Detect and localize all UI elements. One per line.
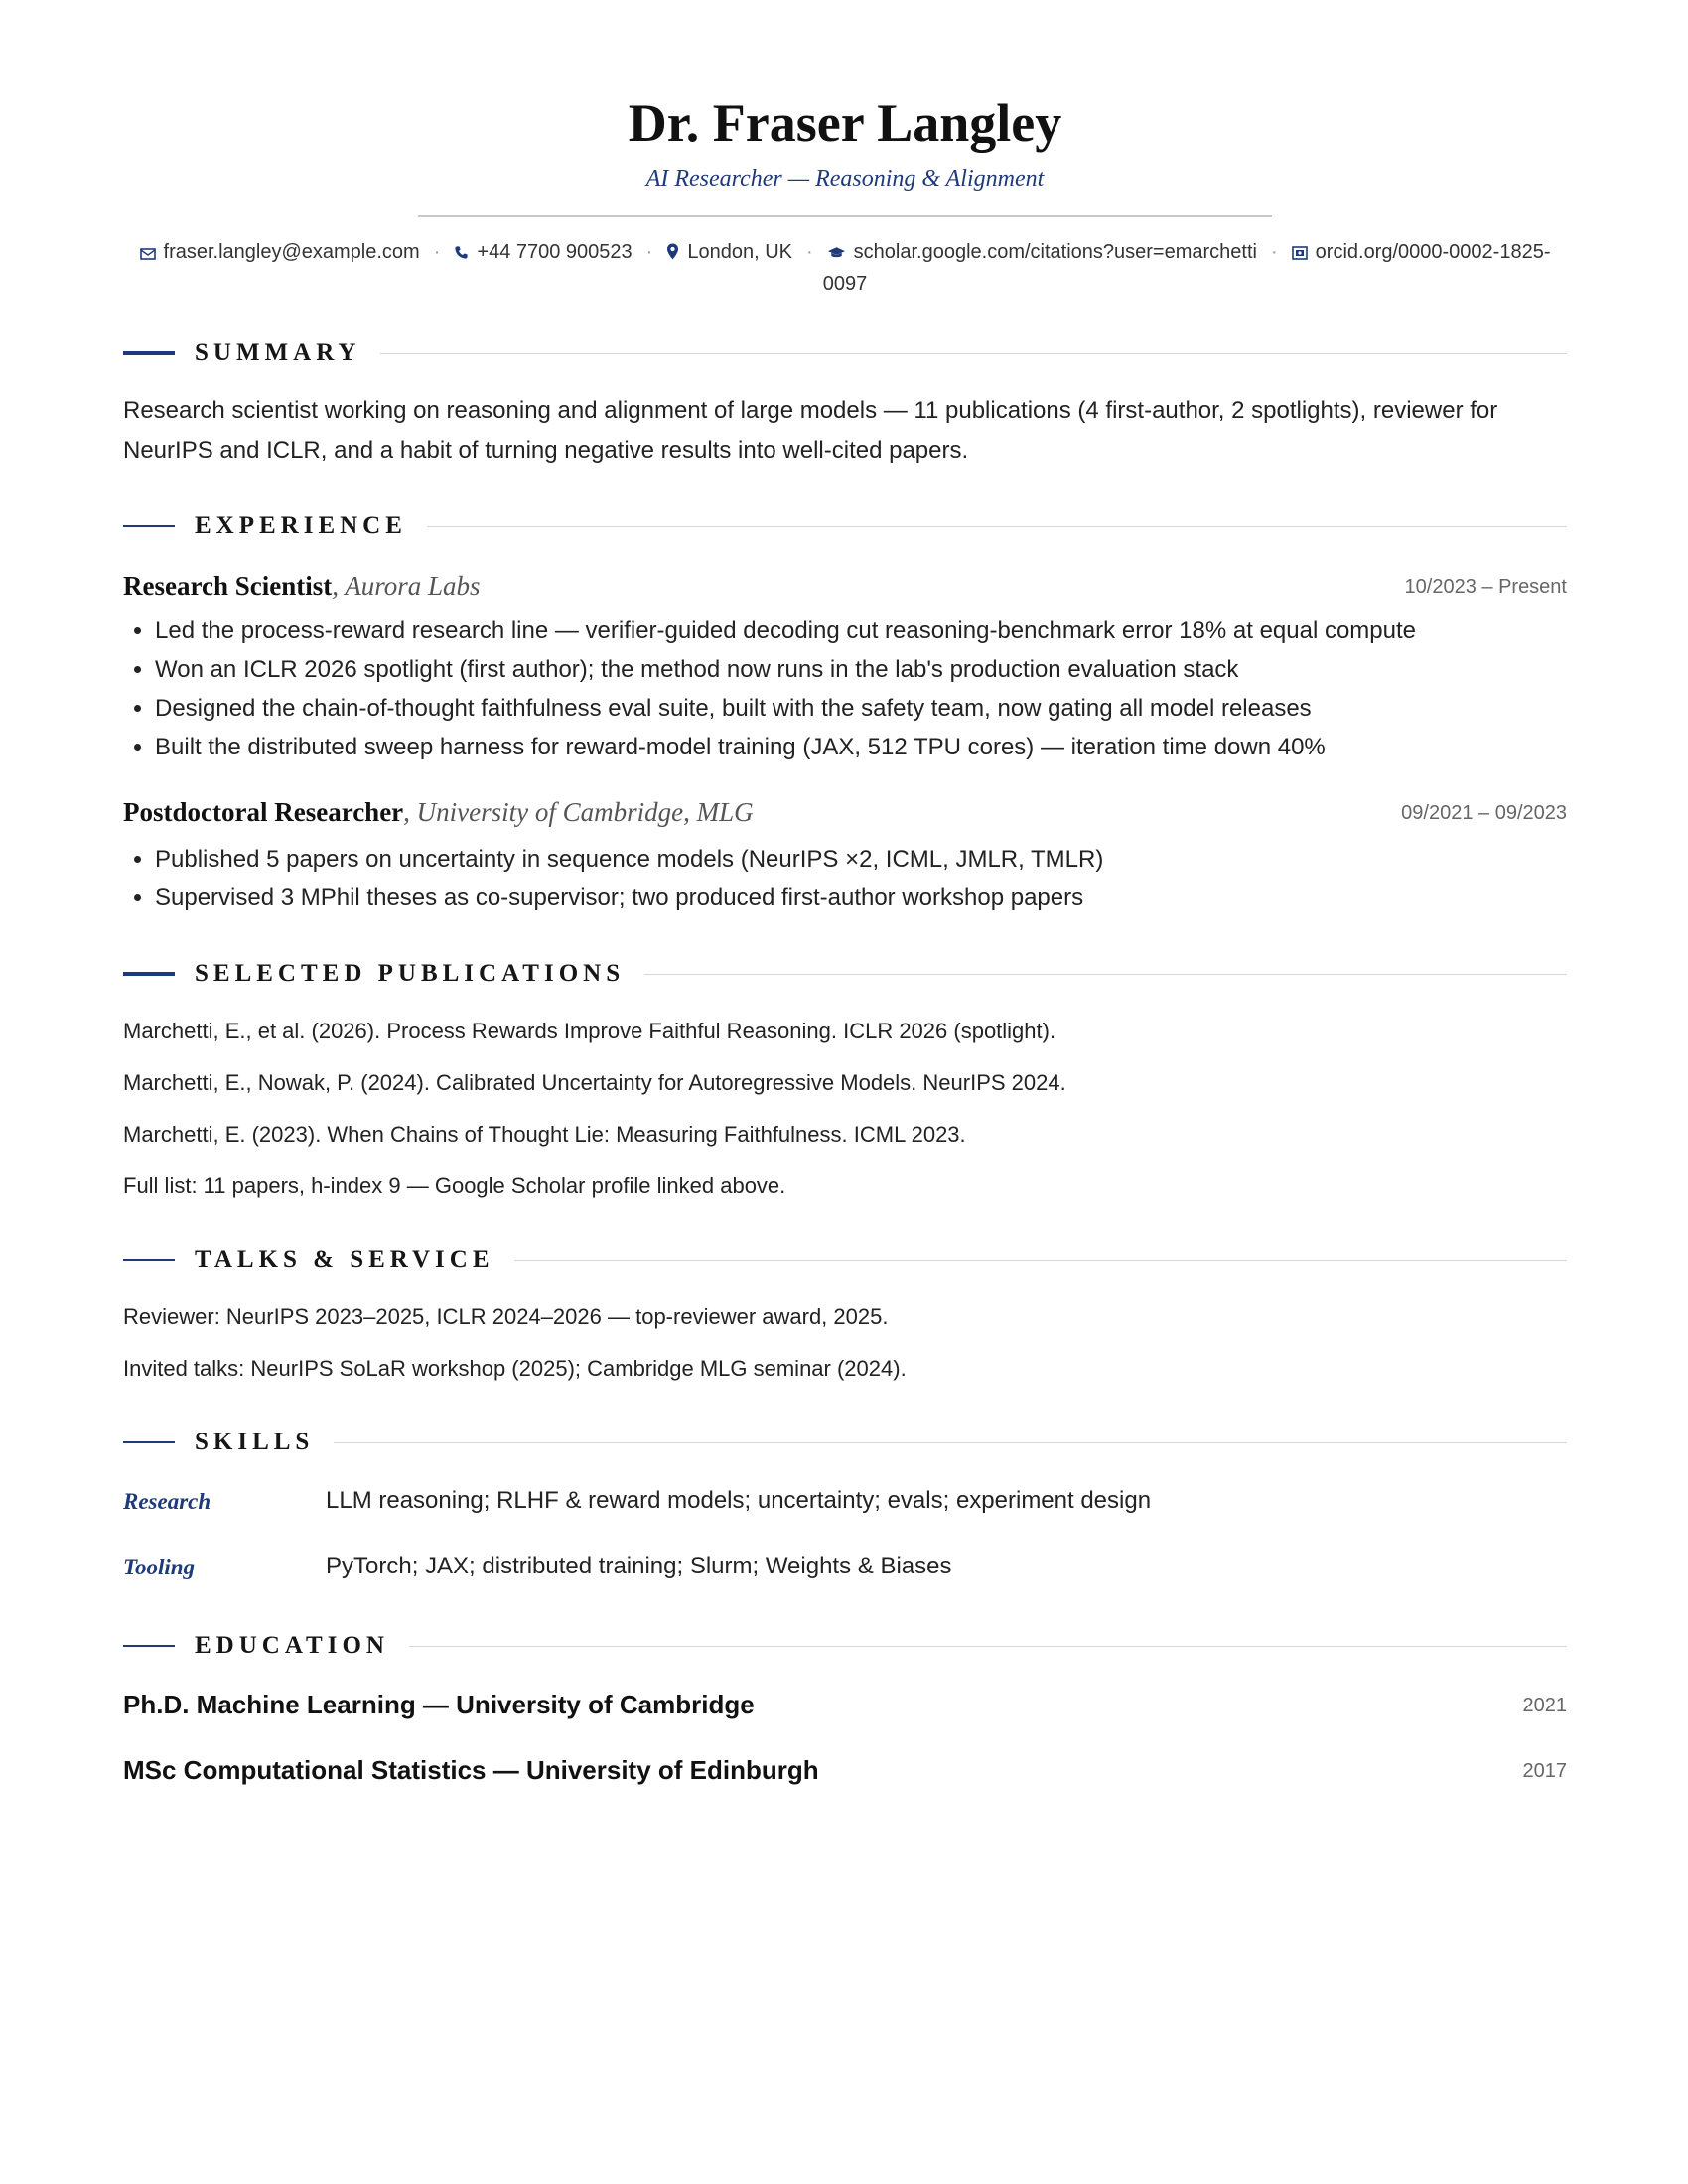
- contact-phone[interactable]: [454, 241, 632, 263]
- skill-value: PyTorch; JAX; distributed training; Slurm; Weights & Biases: [326, 1553, 952, 1579]
- heading-accent-bar: [123, 972, 175, 976]
- list-item: • Designed the chain-of-thought faithfulness eval suite, built with the safety team, now gating all model releases: [155, 689, 1599, 728]
- job-organization: , Aurora Labs: [332, 571, 481, 601]
- section-title: TALKS & SERVICE: [195, 1245, 514, 1275]
- contact-separator: ·: [1270, 241, 1278, 263]
- section-title: EXPERIENCE: [195, 511, 427, 541]
- contact-separator: ·: [805, 241, 813, 263]
- heading-rule: [195, 1442, 1567, 1443]
- skill-label: Research: [123, 1489, 211, 1514]
- heading-rule: [195, 353, 1567, 354]
- talks-item: Invited talks: NeurIPS SoLaR workshop (2025); Cambridge MLG seminar (2024).: [123, 1356, 907, 1381]
- education-degree: MSc Computational Statistics — University of Edinburgh: [123, 1755, 819, 1785]
- heading-accent-bar: [123, 1441, 175, 1443]
- job-dates: 10/2023 – Present: [1404, 576, 1567, 598]
- section-title: SKILLS: [195, 1428, 334, 1457]
- section-title: EDUCATION: [195, 1631, 409, 1661]
- job-organization: , University of Cambridge, MLG: [403, 797, 754, 827]
- orcid-text: orcid.org/0000-0002-1825-0097: [822, 241, 1551, 295]
- summary-text: Research scientist working on reasoning and alignment of large models — 11 publications (4 first-author, 2 spotlights), reviewer for NeurIPS and ICLR, and a habit of turning negative results into well-cited papers.: [123, 397, 1498, 464]
- list-item: • Built the distributed sweep harness for reward-model training (JAX, 512 TPU cores) — iteration time down 40%: [155, 728, 1599, 766]
- section-heading-publications: [123, 959, 1567, 989]
- list-item: • Led the process-reward research line — verifier-guided decoding cut reasoning-benchmark error 18% at equal compute: [155, 612, 1599, 650]
- graduation-cap-icon: [827, 246, 846, 260]
- id-card-icon: [1292, 246, 1308, 260]
- job-title-line: [123, 568, 481, 604]
- candidate-tagline: AI Researcher — Reasoning & Alignment: [645, 166, 1045, 192]
- job-title-line: [123, 794, 754, 830]
- job-bullets: [123, 612, 1599, 766]
- contact-location: [666, 241, 792, 263]
- education-year: 2017: [1522, 1760, 1567, 1782]
- skill-label: Tooling: [123, 1555, 196, 1579]
- section-heading-talks: [123, 1245, 1567, 1275]
- mail-icon: [140, 248, 156, 260]
- email-text: fraser.langley@example.com: [163, 241, 420, 263]
- section-heading-experience: [123, 511, 1567, 541]
- job-title: Research Scientist: [123, 571, 333, 601]
- header-divider: [418, 215, 1272, 217]
- phone-text: +44 7700 900523: [477, 241, 633, 263]
- section-title: SUMMARY: [195, 339, 380, 368]
- publication-item: Marchetti, E., et al. (2026). Process Rewards Improve Faithful Reasoning. ICLR 2026 (spotlight).: [123, 1019, 1056, 1043]
- candidate-name: Dr. Fraser Langley: [628, 93, 1062, 153]
- heading-accent-bar: [123, 351, 175, 355]
- education-year: 2021: [1522, 1695, 1567, 1716]
- skill-value: LLM reasoning; RLHF & reward models; uncertainty; evals; experiment design: [326, 1487, 1152, 1514]
- service-item: Reviewer: NeurIPS 2023–2025, ICLR 2024–2026 — top-reviewer award, 2025.: [123, 1304, 889, 1329]
- heading-accent-bar: [123, 525, 175, 527]
- list-item: • Supervised 3 MPhil theses as co-supervisor; two produced first-author workshop papers: [155, 879, 1599, 917]
- contact-bar: [123, 236, 1567, 300]
- resume-page: [123, 0, 1567, 2184]
- scholar-text: scholar.google.com/citations?user=emarchetti: [853, 241, 1257, 263]
- section-heading-summary: [123, 339, 1567, 368]
- contact-separator: ·: [433, 241, 441, 263]
- contact-email[interactable]: [140, 241, 420, 263]
- section-title: SELECTED PUBLICATIONS: [195, 959, 644, 989]
- publication-item: Full list: 11 papers, h-index 9 — Google Scholar profile linked above.: [123, 1173, 786, 1198]
- section-heading-skills: [123, 1428, 1567, 1457]
- job-header: [123, 568, 1567, 604]
- job-dates: 09/2021 – 09/2023: [1401, 802, 1567, 824]
- section-heading-education: [123, 1631, 1567, 1661]
- contact-separator: ·: [645, 241, 653, 263]
- list-item: • Won an ICLR 2026 spotlight (first author); the method now runs in the lab's production evaluation stack: [155, 650, 1599, 689]
- job-title: Postdoctoral Researcher: [123, 797, 404, 827]
- job-header: [123, 794, 1567, 830]
- contact-scholar[interactable]: [827, 241, 1257, 263]
- list-item: • Published 5 papers on uncertainty in sequence models (NeurIPS ×2, ICML, JMLR, TMLR): [155, 840, 1599, 879]
- publication-item: Marchetti, E. (2023). When Chains of Thought Lie: Measuring Faithfulness. ICML 2023.: [123, 1122, 966, 1147]
- location-pin-icon: [666, 243, 679, 260]
- heading-accent-bar: [123, 1259, 175, 1261]
- job-bullets: [123, 840, 1599, 917]
- publication-item: Marchetti, E., Nowak, P. (2024). Calibrated Uncertainty for Autoregressive Models. NeurIPS 2024.: [123, 1070, 1066, 1095]
- location-text: London, UK: [687, 241, 792, 263]
- phone-icon: [454, 245, 469, 260]
- education-degree: Ph.D. Machine Learning — University of Cambridge: [123, 1690, 755, 1719]
- heading-accent-bar: [123, 1645, 175, 1647]
